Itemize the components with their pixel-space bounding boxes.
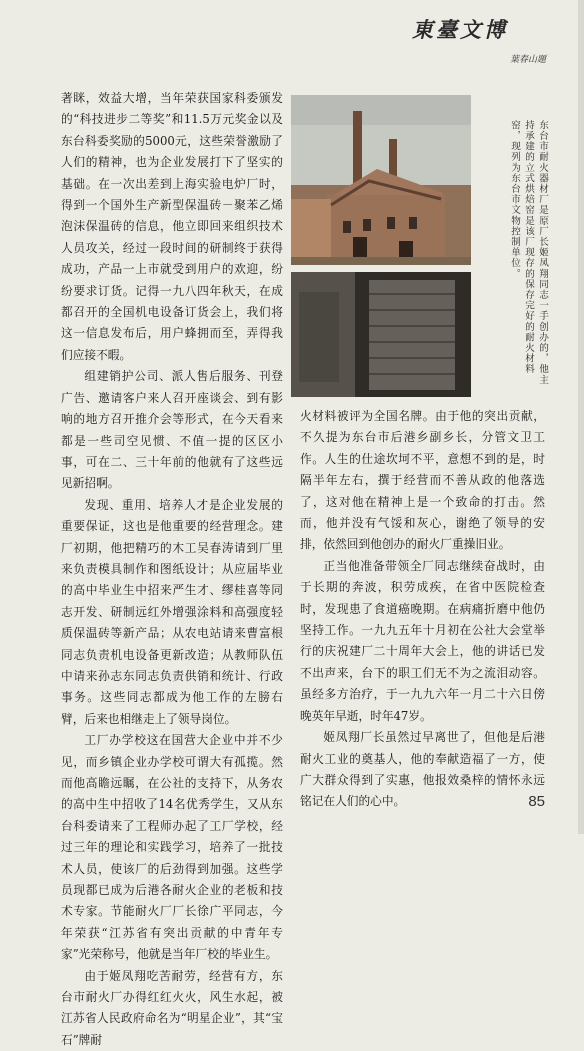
column-title: 東臺文博 (412, 17, 508, 42)
paragraph-legacy: 姬凤翔厂长虽然过早离世了，但他是后港耐火工业的奠基人，他的奉献造福了一方，使广大群众得到了实惠，他报效桑梓的情怀永远铭记在人们的心中。 (300, 730, 545, 809)
kiln-interior-image (291, 272, 471, 397)
paragraph-illness: 正当他准备带领全厂同志继续奋战时，由于长期的奔波，积劳成疾，在省中医院检查时，发现患了食道癌晚期。在病痛折磨中他仍坚持工作。一九九五年十月初在公社大会堂举行的庆祝建厂二十周年大会上，他的讲话已发不出声来，台下的职工们无不为之流泪动容。虽经多方治疗，于一九九六年一月二十六日傍晚英年早逝，时年47岁。 (300, 558, 545, 723)
right-text-column (300, 406, 545, 813)
kiln-photo (291, 95, 471, 265)
paragraph-marketing: 组建销护公司、派人售后服务、刊登广告、邀请客户来人召开座谈会、到有影响的地方召开推介会等形式，在今天看来都是一些司空见惯、不值一提的区区小事，可在二、三十年前的他就有了这些远见新招啊。 (61, 369, 283, 491)
paragraph-talent: 发现、重用、培养人才是企业发展的重要保证，这也是他重要的经营理念。建厂初期，他把精巧的木工吴春涛请到厂里来负责模具制作和图纸设计；从应届毕业的高中毕业生中招来严生才、缪桂喜等同志开发、研制远红外增强涂料和高强度轻质保温砖等新产品；从农电站请来曹富根同志负责机电设备更新改造；从教师队伍中请来孙志东同志负责供销和统计、行政事务。这些同志都成为他工作的左膀右臂，后来也相继走上了领导岗位。 (61, 497, 283, 726)
kiln-interior-photo (291, 272, 471, 397)
photo-caption: 东台市耐火器材厂是原厂长姬凤翔同志一手创办的，他主持承建的立式烘焙窑是该厂现存的保存完好的耐火材料窑，现列为东台市文物控制单位。 (509, 120, 548, 385)
left-text-column (61, 88, 283, 1051)
paragraph-star-enterprise: 由于姬凤翔吃苦耐劳，经营有方，东台市耐火厂办得红红火火，风生水起，被江苏省人民政府命名为“明星企业”，其“宝石”牌耐 (61, 968, 283, 1047)
calligraphy-signature: 葉春山題 (510, 55, 547, 65)
kiln-building-image (291, 95, 471, 265)
page-number: 85 (528, 793, 545, 810)
paragraph-achievements: 著眯，效益大增，当年荣获国家科委颁发的“科技进步二等奖”和11.5万元奖金以及东台科委奖励的5000元，这些荣誉激励了人们的精神，也为企业发展打下了坚实的基础。在一次出差到上海实验电炉厂时，得到一个国外生产新型保温砖－聚苯乙烯泡沫保温砖的信息，他立即回来组织技术人员攻关，经过一段时间的研制终于获得成功，产品一上市就受到用户的欢迎，纷纷要求订货。记得一九八四年秋天，在成都召开的全国机电设备订货会上，我们将这一信息发布后，用户蜂拥而至，弄得我们应接不暇。 (61, 91, 283, 362)
paragraph-promotion: 火材料被评为全国名牌。由于他的突出贡献，不久提为东台市后港乡副乡长，分管文卫工作。人生的仕途坎坷不平，意想不到的是，时隔半年左右，撰于经营而不善从政的他落选了，这对他在精神上是一个致命的打击。然而，他并没有气馁和灰心，谢绝了领导的安排，依然回到他创办的耐火厂重操旧业。 (300, 409, 545, 552)
page-edge (578, 0, 584, 834)
paragraph-factory-school: 工厂办学校这在国营大企业中并不少见，而乡镇企业办学校可谓大有孤揽。然而他高瞻远瞩，在公社的支持下，从务农的高中生中招收了14名优秀学生，又从东台科委请来了工程师办起了工厂学校，经过三年的理论和实践学习，培养了一批技术人员，使该厂的后劲得到加强。这些学员现都已成为后港各耐火企业的老板和技术专家。节能耐火厂厂长徐广平同志，今年荣获“江苏省有突出贡献的中青年专家”光荣称号，他就是当年厂校的毕业生。 (61, 733, 283, 962)
